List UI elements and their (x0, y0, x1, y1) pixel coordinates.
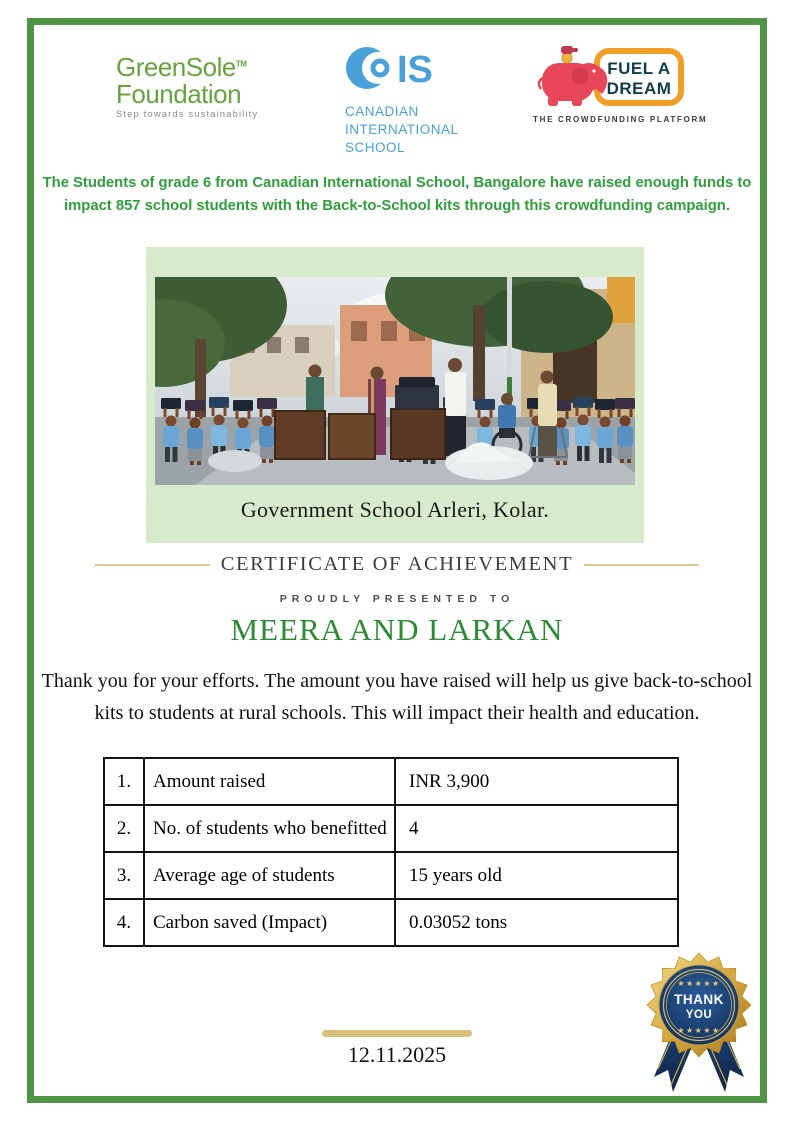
certificate-date: 12.11.2025 (347, 1042, 447, 1067)
badge-stars-top: ★★★★★ (677, 979, 721, 988)
fuel-a-dream-logo (533, 46, 708, 124)
row-number: 3. (104, 852, 144, 899)
greensole-tagline: Step towards sustainability (116, 109, 259, 121)
badge-you: YOU (685, 1009, 713, 1021)
row-value: INR 3,900 (395, 758, 678, 805)
row-value: 15 years old (395, 852, 678, 899)
row-number: 4. (104, 899, 144, 946)
canadian-international-school-logo (345, 44, 475, 157)
greensole-foundation-logo (116, 54, 276, 120)
cis-name-line2: INTERNATIONAL (345, 121, 459, 137)
man-white-shirt (445, 358, 466, 456)
campaign-statement: The Students of grade 6 from Canadian International School, Bangalore have raised enough funds to impact 857 school students with the Back-to-School kits through this crowdfunding campaign. (42, 175, 752, 214)
fuel-a-dream-elephant-icon (533, 46, 685, 108)
heading-line-right (584, 564, 699, 566)
cis-name-lines (345, 103, 475, 157)
table-row (104, 805, 678, 852)
greensole-name: GreenSole (116, 52, 236, 82)
heading-line-left (95, 564, 210, 566)
row-label: Carbon saved (Impact) (144, 899, 395, 946)
presented-to-label: PROUDLY PRESENTED TO (279, 593, 515, 605)
table-row (104, 899, 678, 946)
row-number: 2. (104, 805, 144, 852)
impact-table (103, 757, 679, 947)
row-value: 4 (395, 805, 678, 852)
row-number: 1. (104, 758, 144, 805)
gold-divider-bar (322, 1030, 472, 1037)
row-value: 0.03052 tons (395, 899, 678, 946)
certificate-heading-row (0, 553, 794, 576)
greensole-foundation-text: Foundation (116, 78, 242, 109)
photo-caption: Government School Arleri, Kolar. (240, 497, 550, 522)
cis-abbr: IS (397, 49, 433, 91)
greensole-wordmark (116, 54, 276, 81)
flag-pole (507, 277, 512, 377)
photo-card (146, 247, 644, 543)
thank-you-badge (638, 948, 760, 1098)
table-row (104, 852, 678, 899)
thank-you-message: Thank you for your efforts. The amount you have raised will help us give back-to-school kits to students at rural schools. This will impact their health and education. (41, 670, 753, 724)
row-label: No. of students who benefitted (144, 805, 395, 852)
badge-thank: THANK (674, 992, 724, 1007)
cis-name-line3: SCHOOL (345, 139, 406, 155)
row-label: Average age of students (144, 852, 395, 899)
fad-line2: DREAM (606, 79, 672, 98)
school-photo-illustration (155, 277, 635, 485)
cis-circle-icon (345, 44, 455, 92)
school-photo (155, 277, 635, 485)
fad-line1: FUEL A (607, 59, 671, 78)
row-label: Amount raised (144, 758, 395, 805)
fad-tagline: THE CROWDFUNDING PLATFORM (533, 115, 708, 124)
table-row (104, 758, 678, 805)
certificate-heading: CERTIFICATE OF ACHIEVEMENT (220, 553, 574, 575)
trademark-symbol: TM (235, 59, 247, 69)
cis-name-line1: CANADIAN (345, 104, 419, 119)
badge-stars-bottom: ★★★★★ (677, 1026, 721, 1035)
recipient-name: MEERA AND LARKAN (230, 612, 564, 647)
